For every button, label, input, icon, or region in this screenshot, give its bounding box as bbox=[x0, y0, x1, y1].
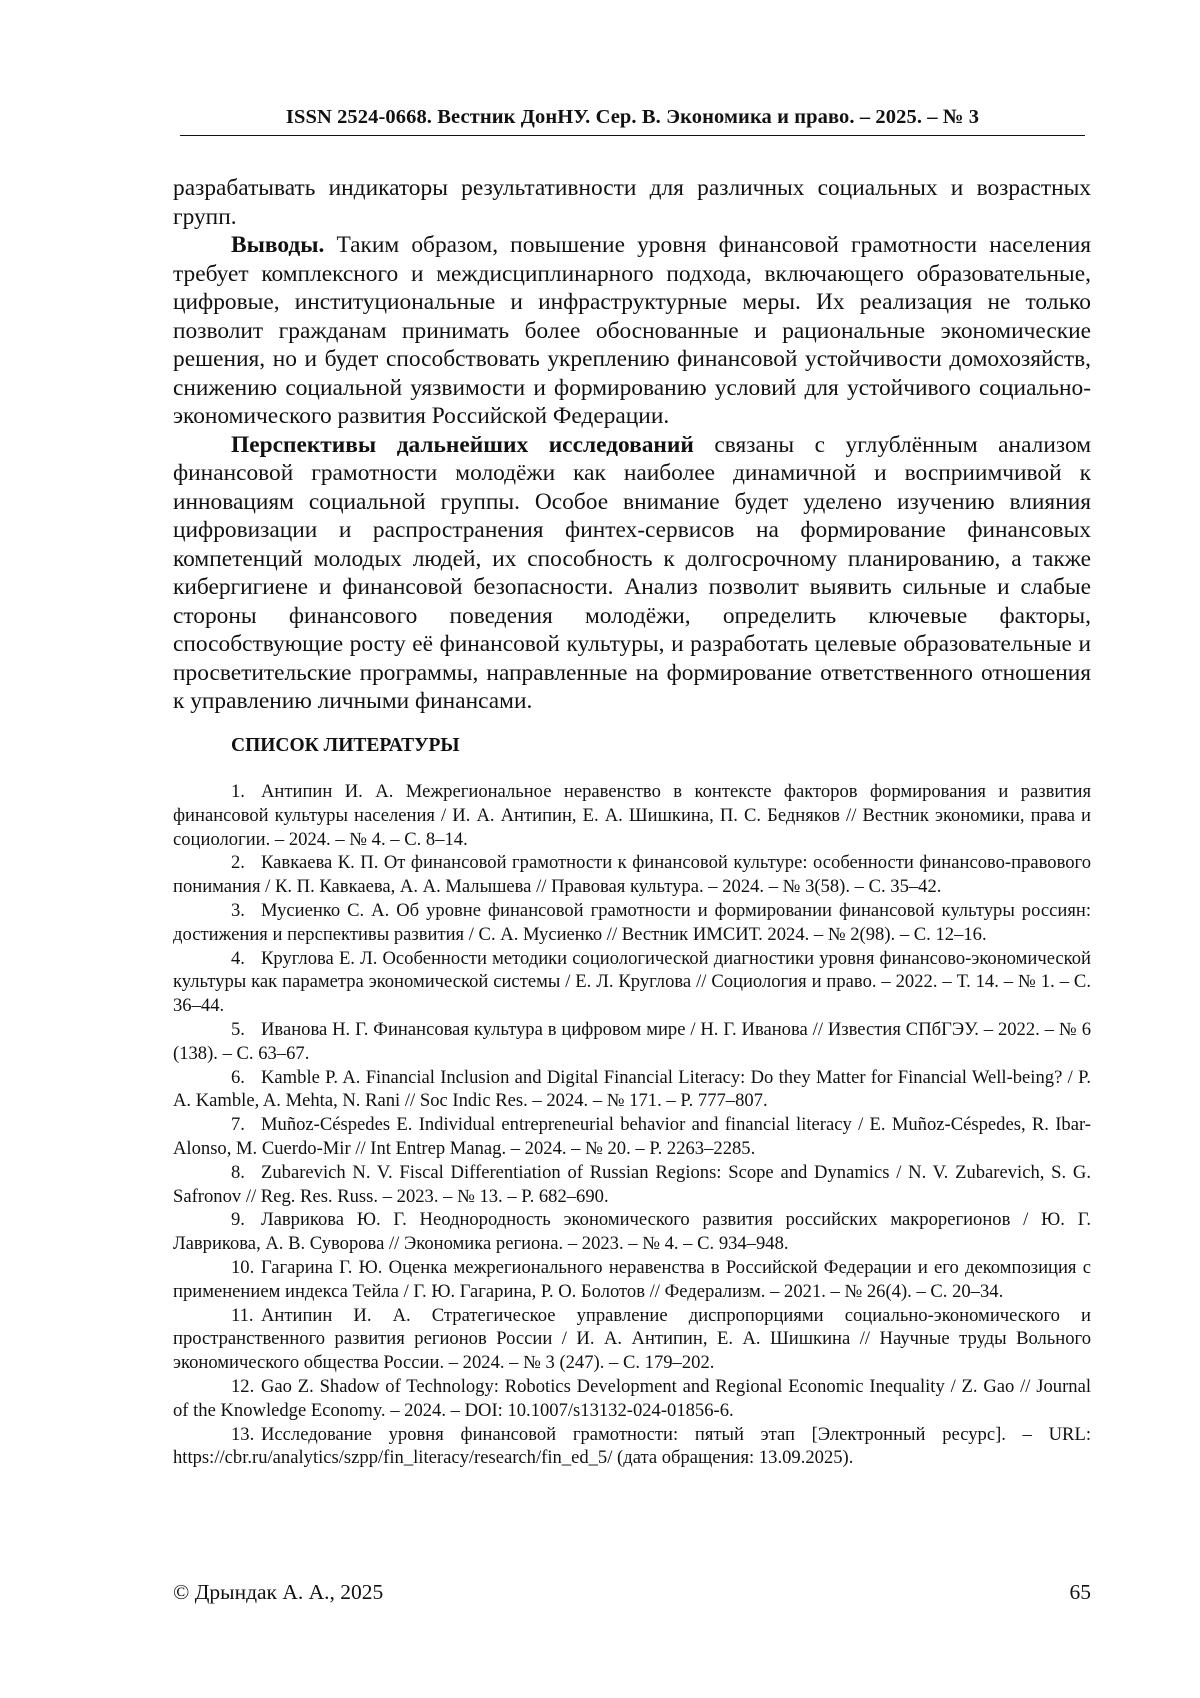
reference-text: Лаврикова Ю. Г. Неоднородность экономического развития российских макрорегионов / Ю. Г. Лаврикова, А. В. Суворова // Экономика региона. – 2023. – № 4. – С. 934–948. bbox=[173, 1209, 1091, 1255]
reference-number: 8. bbox=[231, 1161, 245, 1183]
reference-item bbox=[173, 1113, 1091, 1161]
reference-item bbox=[173, 1304, 1091, 1375]
reference-text: Кавкаева К. П. От финансовой грамотности к финансовой культуре: особенности финансово-правового понимания / К. П. Кавкаева, А. А. Малышева // Правовая культура. – 2024. – № 3(58). – С. 35–42. bbox=[173, 852, 1091, 898]
reference-number: 11. bbox=[231, 1304, 254, 1326]
reference-item bbox=[173, 1161, 1091, 1209]
reference-item bbox=[173, 1208, 1091, 1256]
reference-item bbox=[173, 947, 1091, 1018]
reference-item bbox=[173, 1375, 1091, 1423]
reference-text: Gao Z. Shadow of Technology: Robotics Development and Regional Economic Inequality / Z. Gao // Journal of the Knowledge Economy. – 2024. – DOI: 10.1007/s13132-024-01856-6. bbox=[173, 1375, 1091, 1421]
footer-copyright: © Дрындак А. А., 2025 bbox=[173, 1580, 384, 1604]
reference-number: 1. bbox=[231, 781, 245, 802]
reference-text: Иванова Н. Г. Финансовая культура в цифровом мире / Н. Г. Иванова // Известия СПбГЭУ. – 2022. – № 6 (138). – С. 63–67. bbox=[173, 1018, 1091, 1064]
prospects-text: связаны с углублённым анализом финансовой грамотности молодёжи как наиболее динамичной и восприимчивой к инновациям социальной группы. Особое внимание будет уделено изучению влияния цифровизации и распространения финтех-сервисов на формирование финансовых компетенций молодых людей, их способность к долгосрочному планированию, а также кибергигиене и финансовой безопасности. Анализ позволит выявить сильные и слабые стороны финансового поведения молодёжи, определить ключевые факторы, способствующие росту её финансовой культуры, и разработать целевые образовательные и просветительские программы, направленные на формирование ответственного отношения к управлению личными финансами. bbox=[173, 431, 1092, 714]
page-number: 65 bbox=[1069, 1580, 1091, 1604]
reference-number: 12. bbox=[231, 1375, 255, 1397]
reference-text: Исследование уровня финансовой грамотности: пятый этап [Электронный ресурс]. – URL: https://cbr.ru/analytics/szpp/fin_literacy/research/fin_ed_5/ (дата обращения: 13.09.2025). bbox=[173, 1423, 1091, 1469]
reference-number: 5. bbox=[231, 1018, 245, 1040]
paragraph-prospects bbox=[173, 431, 1091, 716]
references-list bbox=[173, 780, 1091, 1470]
reference-number: 3. bbox=[231, 899, 245, 921]
reference-number: 7. bbox=[231, 1114, 245, 1136]
reference-text: Антипин И. А. Межрегиональное неравенство в контексте факторов формирования и развития финансовой культуры населения / И. А. Антипин, Е. А. Шишкина, П. С. Бедняков // Вестник экономики, права и социологии. – 2024. – № 4. – С. 8–14. bbox=[173, 781, 1091, 850]
paragraph-conclusions bbox=[173, 231, 1091, 431]
reference-item bbox=[173, 899, 1091, 947]
conclusions-text: Таким образом, повышение уровня финансовой грамотности населения требует комплексного и междисциплинарного подхода, включающего образовательные, цифровые, институциональные и инфраструктурные меры. Их реализация не только позволит гражданам принимать более обоснованные и рациональные экономические решения, но и будет способствовать укреплению финансовой устойчивости домохозяйств, снижению социальной уязвимости и формированию условий для устойчивого социально-экономического развития Российской Федерации. bbox=[173, 232, 1091, 429]
reference-text: Круглова Е. Л. Особенности методики социологической диагностики уровня финансово-экономической культуры как параметра экономической системы / Е. Л. Круглова // Социология и право. – 2022. – Т. 14. – № 1. – С. 36–44. bbox=[173, 947, 1091, 1017]
reference-text: Мусиенко С. А. Об уровне финансовой грамотности и формировании финансовой культуры россиян: достижения и перспективы развития / С. А. Мусиенко // Вестник ИМСИТ. 2024. – № 2(98). – С. 12–16. bbox=[173, 899, 1091, 945]
prospects-heading: Перспективы дальнейших исследований bbox=[231, 431, 694, 458]
reference-text: Антипин И. А. Стратегическое управление диспропорциями социально-экономического и пространственного развития регионов России / И. А. Антипин, Е. А. Шишкина // Научные труды Вольного экономического общества России. – 2024. – № 3 (247). – С. 179–202. bbox=[173, 1304, 1091, 1374]
references-title: СПИСОК ЛИТЕРАТУРЫ bbox=[231, 735, 460, 756]
reference-item bbox=[173, 1018, 1091, 1066]
paragraph-continuation: разрабатывать индикаторы результативности для различных социальных и возрастных групп. bbox=[173, 175, 1091, 230]
reference-number: 2. bbox=[231, 852, 245, 874]
reference-number: 13. bbox=[231, 1423, 255, 1445]
reference-item bbox=[173, 1256, 1091, 1304]
reference-text: Гагарина Г. Ю. Оценка межрегионального неравенства в Российской Федерации и его декомпозиция с применением индекса Тейла / Г. Ю. Гагарина, Р. О. Болотов // Федерализм. – 2021. – № 26(4). – С. 20–34. bbox=[173, 1256, 1091, 1302]
reference-item bbox=[173, 1423, 1091, 1471]
reference-number: 9. bbox=[231, 1209, 245, 1231]
reference-text: Muñoz-Céspedes E. Individual entrepreneurial behavior and financial literacy / E. Muñoz-Céspedes, R. Ibar-Alonso, M. Cuerdo-Mir // Int Entrep Manag. – 2024. – № 20. – P. 2263–2285. bbox=[173, 1114, 1091, 1159]
reference-number: 6. bbox=[231, 1066, 245, 1088]
body-text bbox=[173, 174, 1091, 716]
reference-number: 4. bbox=[231, 947, 245, 969]
reference-text: Zubarevich N. V. Fiscal Differentiation of Russian Regions: Scope and Dynamics / N. V. Zubarevich, S. G. Safronov // Reg. Res. Russ. – 2023. – № 13. – P. 682–690. bbox=[173, 1161, 1091, 1207]
reference-text: Kamble P. A. Financial Inclusion and Digital Financial Literacy: Do they Matter for Financial Well-being? / P. A. Kamble, A. Mehta, N. Rani // Soc Indic Res. – 2024. – № 171. – P. 777–807. bbox=[173, 1066, 1091, 1112]
conclusions-heading: Выводы. bbox=[231, 232, 325, 258]
running-header: ISSN 2524-0668. Вестник ДонНУ. Сер. В. Экономика и право. – 2025. – № 3 bbox=[180, 106, 1085, 136]
reference-item bbox=[173, 780, 1091, 851]
reference-item bbox=[173, 1066, 1091, 1114]
reference-item bbox=[173, 851, 1091, 899]
reference-number: 10. bbox=[231, 1256, 255, 1278]
